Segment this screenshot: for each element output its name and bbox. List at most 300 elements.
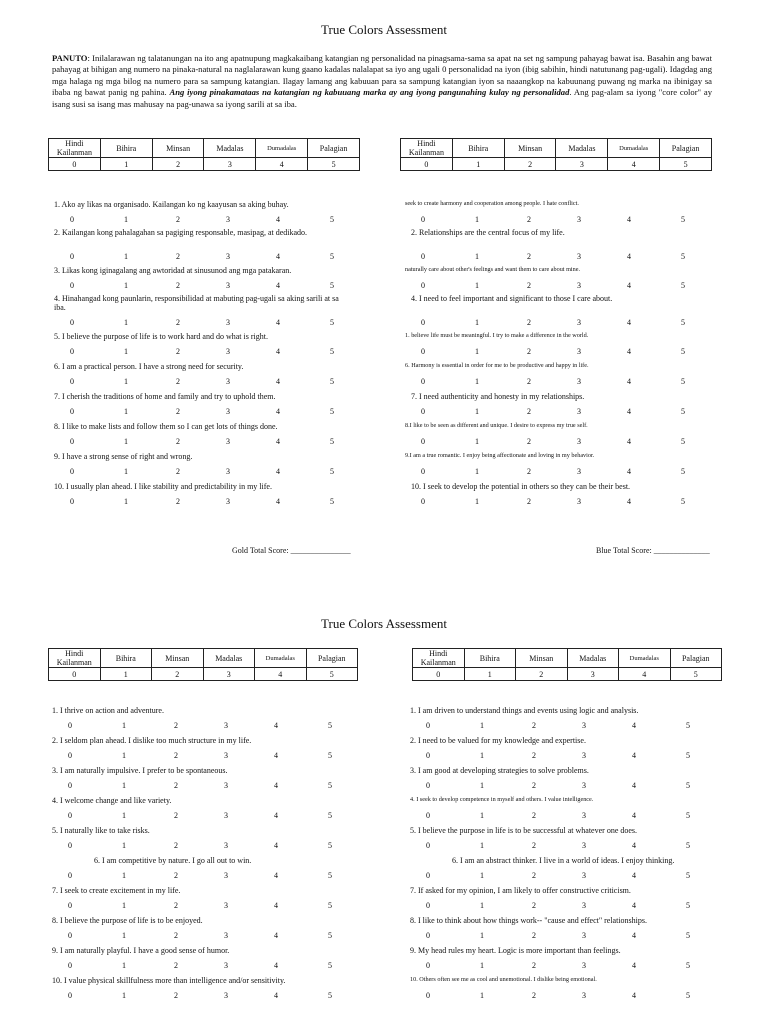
rating-option[interactable]: 1 (124, 497, 128, 506)
statement-text: 10. I seek to develop the potential in others so they can be their best. (411, 482, 631, 491)
rating-option[interactable]: 2 (532, 781, 536, 790)
rating-option[interactable]: 2 (532, 931, 536, 940)
statement-text: 6. I am competitive by nature. I go all out to win. (94, 856, 252, 865)
rating-option[interactable]: 5 (330, 318, 334, 327)
rating-option[interactable]: 1 (122, 841, 126, 850)
statement-row (54, 482, 354, 512)
rating-option[interactable]: 0 (426, 901, 430, 910)
statement-row (52, 976, 352, 1006)
rating-option[interactable]: 5 (330, 407, 334, 416)
rating-option[interactable]: 5 (686, 871, 690, 880)
statement-row (54, 362, 354, 392)
rating-option[interactable]: 0 (421, 437, 425, 446)
rating-option[interactable]: 5 (686, 961, 690, 970)
page-title: True Colors Assessment (321, 22, 447, 37)
rating-option[interactable]: 0 (426, 991, 430, 1000)
scale-value: 3 (203, 668, 255, 681)
rating-option[interactable]: 2 (174, 811, 178, 820)
rating-option[interactable]: 1 (122, 811, 126, 820)
rating-scale-blue (400, 138, 712, 171)
rating-option[interactable]: 4 (632, 871, 636, 880)
scale-header: Bihira (452, 139, 504, 158)
rating-option[interactable]: 5 (681, 437, 685, 446)
rating-option[interactable]: 2 (532, 871, 536, 880)
rating-option[interactable]: 2 (527, 377, 531, 386)
rating-option[interactable]: 1 (124, 281, 128, 290)
rating-option[interactable]: 3 (582, 721, 586, 730)
rating-option[interactable]: 0 (70, 252, 74, 261)
rating-option[interactable]: 4 (632, 991, 636, 1000)
statement-row (405, 362, 705, 392)
rating-option[interactable]: 3 (582, 781, 586, 790)
rating-option[interactable]: 0 (68, 721, 72, 730)
rating-option[interactable]: 2 (527, 437, 531, 446)
rating-option[interactable]: 1 (122, 931, 126, 940)
rating-option[interactable]: 4 (274, 811, 278, 820)
rating-option[interactable]: 2 (174, 991, 178, 1000)
rating-option[interactable]: 5 (328, 841, 332, 850)
rating-option[interactable]: 3 (226, 377, 230, 386)
rating-option[interactable]: 1 (480, 871, 484, 880)
rating-option[interactable]: 4 (276, 318, 280, 327)
rating-option[interactable]: 2 (174, 961, 178, 970)
statement-text: 7. If asked for my opinion, I am likely to offer constructive criticism. (410, 886, 631, 895)
rating-option[interactable]: 1 (124, 437, 128, 446)
rating-option[interactable]: 4 (276, 281, 280, 290)
rating-option[interactable]: 3 (226, 437, 230, 446)
rating-option[interactable]: 3 (582, 841, 586, 850)
rating-option[interactable]: 4 (632, 721, 636, 730)
rating-option[interactable]: 1 (124, 215, 128, 224)
scale-value: 1 (464, 668, 516, 681)
rating-option[interactable]: 3 (582, 961, 586, 970)
statement-row (410, 736, 710, 766)
rating-option[interactable]: 2 (527, 318, 531, 327)
rating-option[interactable]: 5 (681, 497, 685, 506)
rating-option[interactable]: 5 (328, 751, 332, 760)
statement-text: 3. I am naturally impulsive. I prefer to be spontaneous. (52, 766, 228, 775)
rating-option[interactable]: 4 (274, 961, 278, 970)
rating-option[interactable]: 3 (577, 347, 581, 356)
rating-option[interactable]: 2 (532, 751, 536, 760)
statement-text: 2. I seldom plan ahead. I dislike too much structure in my life. (52, 736, 252, 745)
rating-option[interactable]: 1 (475, 252, 479, 261)
scale-value: 5 (306, 668, 358, 681)
rating-option[interactable]: 3 (226, 281, 230, 290)
rating-option[interactable]: 1 (475, 497, 479, 506)
rating-option[interactable]: 4 (276, 377, 280, 386)
rating-scale-gold (48, 138, 360, 171)
rating-option[interactable]: 3 (582, 751, 586, 760)
rating-option[interactable]: 0 (68, 931, 72, 940)
scale-header: Madalas (204, 139, 256, 158)
rating-option[interactable]: 5 (330, 377, 334, 386)
rating-option[interactable]: 1 (122, 721, 126, 730)
rating-option[interactable]: 1 (122, 781, 126, 790)
rating-option[interactable]: 0 (70, 318, 74, 327)
rating-option[interactable]: 1 (122, 871, 126, 880)
rating-option[interactable]: 5 (330, 467, 334, 476)
rating-option[interactable]: 0 (70, 407, 74, 416)
rating-option[interactable]: 0 (68, 991, 72, 1000)
rating-option[interactable]: 1 (475, 281, 479, 290)
rating-option[interactable]: 1 (480, 841, 484, 850)
rating-option[interactable]: 4 (632, 811, 636, 820)
rating-option[interactable]: 4 (632, 781, 636, 790)
rating-option[interactable]: 5 (330, 252, 334, 261)
rating-option[interactable]: 2 (176, 215, 180, 224)
rating-option[interactable]: 1 (480, 751, 484, 760)
rating-option[interactable]: 3 (577, 252, 581, 261)
rating-option[interactable]: 0 (421, 281, 425, 290)
orange-column (52, 706, 352, 1006)
rating-option[interactable]: 3 (224, 931, 228, 940)
rating-option[interactable]: 4 (276, 437, 280, 446)
rating-option[interactable]: 5 (686, 721, 690, 730)
rating-option[interactable]: 0 (68, 781, 72, 790)
rating-option[interactable]: 3 (582, 931, 586, 940)
rating-option[interactable]: 3 (582, 811, 586, 820)
scale-value: 0 (49, 158, 101, 171)
rating-option[interactable]: 3 (226, 318, 230, 327)
rating-option[interactable]: 0 (68, 811, 72, 820)
rating-option[interactable]: 0 (426, 811, 430, 820)
rating-option[interactable]: 1 (122, 991, 126, 1000)
rating-scale-green (412, 648, 722, 681)
rating-option[interactable]: 5 (686, 781, 690, 790)
statement-row (54, 392, 354, 422)
rating-option[interactable]: 4 (632, 751, 636, 760)
rating-option[interactable]: 5 (681, 318, 685, 327)
rating-option[interactable]: 1 (480, 901, 484, 910)
rating-option[interactable]: 4 (276, 497, 280, 506)
rating-option[interactable]: 0 (70, 467, 74, 476)
statement-text: 4. Hinahangad kong paunlarin, responsibilidad at mabuting pag-ugali sa aking sarili at sa iba. (54, 294, 339, 313)
statement-row (52, 706, 352, 736)
rating-option[interactable]: 1 (480, 781, 484, 790)
rating-option[interactable]: 5 (330, 497, 334, 506)
rating-option[interactable]: 5 (330, 281, 334, 290)
rating-option[interactable]: 4 (274, 991, 278, 1000)
rating-option[interactable]: 4 (274, 871, 278, 880)
rating-option[interactable]: 5 (686, 991, 690, 1000)
rating-option[interactable]: 1 (475, 407, 479, 416)
rating-option[interactable]: 3 (226, 347, 230, 356)
statement-row (410, 976, 710, 1006)
rating-option[interactable]: 5 (330, 347, 334, 356)
rating-option[interactable]: 3 (577, 497, 581, 506)
rating-option[interactable]: 0 (426, 721, 430, 730)
rating-option[interactable]: 2 (176, 377, 180, 386)
statement-row (405, 296, 705, 332)
statement-text: 4. I seek to develop competence in myself and others. I value intelligence. (410, 796, 594, 803)
rating-option[interactable]: 1 (475, 377, 479, 386)
rating-option[interactable]: 5 (681, 377, 685, 386)
rating-option[interactable]: 2 (527, 281, 531, 290)
rating-option[interactable]: 1 (122, 751, 126, 760)
rating-option[interactable]: 5 (681, 281, 685, 290)
rating-option[interactable]: 3 (577, 215, 581, 224)
rating-option[interactable]: 2 (527, 215, 531, 224)
rating-option[interactable]: 0 (70, 281, 74, 290)
rating-option[interactable]: 1 (122, 961, 126, 970)
rating-option[interactable]: 0 (421, 407, 425, 416)
rating-option[interactable]: 4 (276, 467, 280, 476)
rating-option[interactable]: 5 (681, 347, 685, 356)
rating-option[interactable]: 4 (627, 281, 631, 290)
rating-option[interactable]: 5 (328, 811, 332, 820)
rating-option[interactable]: 0 (421, 347, 425, 356)
rating-option[interactable]: 0 (421, 252, 425, 261)
rating-option[interactable]: 3 (224, 961, 228, 970)
rating-option[interactable]: 4 (627, 467, 631, 476)
rating-option[interactable]: 2 (527, 252, 531, 261)
rating-option[interactable]: 2 (532, 721, 536, 730)
rating-option[interactable]: 3 (224, 751, 228, 760)
rating-option[interactable]: 4 (276, 407, 280, 416)
blue-column (405, 200, 705, 512)
rating-option[interactable]: 4 (274, 931, 278, 940)
rating-option[interactable]: 0 (426, 781, 430, 790)
rating-option[interactable]: 1 (124, 407, 128, 416)
rating-option[interactable]: 3 (226, 215, 230, 224)
rating-option[interactable]: 1 (124, 318, 128, 327)
rating-option[interactable]: 3 (224, 901, 228, 910)
rating-option[interactable]: 1 (475, 215, 479, 224)
page-title-2: True Colors Assessment (321, 616, 447, 631)
rating-option[interactable]: 0 (68, 901, 72, 910)
statement-row (405, 200, 705, 230)
gold-total-score: Gold Total Score: _______________ (232, 546, 351, 555)
rating-option[interactable]: 3 (577, 407, 581, 416)
rating-option[interactable]: 2 (527, 497, 531, 506)
rating-option[interactable]: 0 (426, 841, 430, 850)
rating-option[interactable]: 5 (328, 871, 332, 880)
statement-text: 1. believe life must be meaningful. I try to make a difference in the world. (405, 332, 589, 339)
rating-option[interactable]: 5 (681, 252, 685, 261)
statement-row (54, 452, 354, 482)
scale-header: Minsan (504, 139, 556, 158)
rating-option[interactable]: 1 (475, 437, 479, 446)
scale-header: Hindi Kailanman (401, 139, 453, 158)
rating-option[interactable]: 3 (226, 252, 230, 261)
rating-option[interactable]: 0 (68, 961, 72, 970)
statement-text: 8. I like to make lists and follow them so I can get lots of things done. (54, 422, 278, 431)
rating-option[interactable]: 3 (226, 407, 230, 416)
rating-option[interactable]: 1 (475, 467, 479, 476)
rating-option[interactable]: 2 (532, 961, 536, 970)
rating-option[interactable]: 4 (627, 377, 631, 386)
rating-option[interactable]: 0 (421, 377, 425, 386)
statement-row (52, 796, 352, 826)
rating-option[interactable]: 1 (124, 377, 128, 386)
rating-option[interactable]: 5 (681, 215, 685, 224)
rating-option[interactable]: 0 (68, 841, 72, 850)
rating-option[interactable]: 1 (122, 901, 126, 910)
rating-option[interactable]: 4 (274, 721, 278, 730)
rating-option[interactable]: 2 (176, 497, 180, 506)
rating-option[interactable]: 2 (176, 437, 180, 446)
scale-value: 3 (556, 158, 608, 171)
rating-option[interactable]: 4 (632, 931, 636, 940)
rating-option[interactable]: 2 (527, 467, 531, 476)
rating-option[interactable]: 4 (627, 407, 631, 416)
instructions-tail: . Ang pag-alam sa iyong "core color" ay isang susi sa isang mas mahusay na pag-unawa sa iyong sarili at sa iba. (52, 87, 713, 109)
rating-option[interactable]: 3 (224, 721, 228, 730)
rating-option[interactable]: 4 (276, 347, 280, 356)
rating-option[interactable]: 3 (224, 991, 228, 1000)
rating-option[interactable]: 2 (532, 901, 536, 910)
rating-option[interactable]: 1 (480, 811, 484, 820)
rating-option[interactable]: 4 (276, 252, 280, 261)
statement-text: 6. I am an abstract thinker. I live in a world of ideas. I enjoy thinking. (452, 856, 675, 865)
scale-value: 3 (204, 158, 256, 171)
rating-option[interactable]: 2 (176, 281, 180, 290)
rating-option[interactable]: 0 (421, 497, 425, 506)
rating-option[interactable]: 0 (426, 871, 430, 880)
rating-option[interactable]: 5 (330, 437, 334, 446)
rating-option[interactable]: 2 (532, 991, 536, 1000)
rating-option[interactable]: 4 (632, 841, 636, 850)
scale-header: Hindi Kailanman (413, 649, 465, 668)
rating-option[interactable]: 4 (274, 901, 278, 910)
rating-option[interactable]: 5 (681, 407, 685, 416)
green-column (410, 706, 710, 1006)
rating-option[interactable]: 2 (176, 467, 180, 476)
rating-option[interactable]: 2 (532, 811, 536, 820)
rating-option[interactable]: 4 (274, 841, 278, 850)
rating-option[interactable]: 1 (480, 991, 484, 1000)
rating-option[interactable]: 1 (124, 467, 128, 476)
rating-option[interactable]: 4 (627, 318, 631, 327)
rating-option[interactable]: 2 (174, 751, 178, 760)
rating-option[interactable]: 1 (124, 347, 128, 356)
statement-row (52, 886, 352, 916)
rating-option[interactable]: 0 (70, 377, 74, 386)
statement-text: 6. Harmony is essential in order for me to be productive and happy in life. (405, 362, 589, 369)
rating-option[interactable]: 0 (68, 871, 72, 880)
rating-option[interactable]: 3 (226, 497, 230, 506)
rating-option[interactable]: 5 (330, 215, 334, 224)
rating-option[interactable]: 3 (577, 467, 581, 476)
rating-option[interactable]: 4 (274, 751, 278, 760)
statement-text: 2. Kailangan kong pahalagahan sa pagiging responsable, masipag, at dedikado. (54, 228, 308, 237)
rating-option[interactable]: 0 (70, 215, 74, 224)
rating-option[interactable]: 0 (421, 215, 425, 224)
scale-header: Bihira (464, 649, 516, 668)
rating-option[interactable]: 2 (532, 841, 536, 850)
scale-value: 2 (152, 668, 204, 681)
rating-option[interactable]: 3 (224, 871, 228, 880)
rating-option[interactable]: 5 (681, 467, 685, 476)
rating-option[interactable]: 2 (174, 781, 178, 790)
rating-option[interactable]: 1 (480, 721, 484, 730)
scale-header: Dumadalas (608, 139, 660, 158)
rating-option[interactable]: 0 (421, 467, 425, 476)
rating-option[interactable]: 0 (426, 751, 430, 760)
rating-option[interactable]: 5 (686, 901, 690, 910)
statement-text: 2. I need to be valued for my knowledge and expertise. (410, 736, 586, 745)
rating-option[interactable]: 0 (70, 437, 74, 446)
rating-option[interactable]: 1 (124, 252, 128, 261)
rating-option[interactable]: 4 (276, 215, 280, 224)
rating-option[interactable]: 0 (70, 347, 74, 356)
rating-option[interactable]: 0 (426, 961, 430, 970)
rating-option[interactable]: 3 (577, 437, 581, 446)
rating-option[interactable]: 0 (70, 497, 74, 506)
rating-option[interactable]: 2 (527, 407, 531, 416)
rating-option[interactable]: 2 (174, 931, 178, 940)
rating-option[interactable]: 2 (176, 318, 180, 327)
rating-option[interactable]: 2 (174, 721, 178, 730)
rating-option[interactable]: 4 (274, 781, 278, 790)
rating-option[interactable]: 3 (577, 318, 581, 327)
rating-option[interactable]: 2 (176, 407, 180, 416)
rating-option[interactable]: 4 (627, 252, 631, 261)
scale-value: 2 (152, 158, 204, 171)
rating-option[interactable]: 2 (527, 347, 531, 356)
rating-option[interactable]: 3 (582, 871, 586, 880)
rating-option[interactable]: 4 (627, 215, 631, 224)
rating-option[interactable]: 0 (426, 931, 430, 940)
rating-option[interactable]: 2 (174, 841, 178, 850)
rating-option[interactable]: 5 (686, 931, 690, 940)
rating-option[interactable]: 3 (582, 901, 586, 910)
rating-option[interactable]: 0 (421, 318, 425, 327)
rating-option[interactable]: 5 (328, 931, 332, 940)
rating-option[interactable]: 3 (224, 781, 228, 790)
statement-text: 10. I value physical skillfulness more than intelligence and/or sensitivity. (52, 976, 286, 985)
statement-text: 3. I am good at developing strategies to solve problems. (410, 766, 589, 775)
instructions-label: PANUTO (52, 53, 88, 63)
scale-value: 0 (413, 668, 465, 681)
scale-value: 5 (660, 158, 712, 171)
rating-option[interactable]: 5 (328, 781, 332, 790)
rating-option[interactable]: 3 (582, 991, 586, 1000)
rating-option[interactable]: 3 (224, 811, 228, 820)
rating-option[interactable]: 3 (224, 841, 228, 850)
rating-option[interactable]: 4 (627, 497, 631, 506)
statement-text: 9. I have a strong sense of right and wrong. (54, 452, 193, 461)
rating-option[interactable]: 2 (174, 901, 178, 910)
scale-header: Dumadalas (619, 649, 671, 668)
rating-option[interactable]: 2 (174, 871, 178, 880)
rating-option[interactable]: 1 (480, 931, 484, 940)
rating-option[interactable]: 5 (686, 841, 690, 850)
rating-option[interactable]: 5 (328, 901, 332, 910)
rating-option[interactable]: 5 (686, 751, 690, 760)
rating-option[interactable]: 5 (686, 811, 690, 820)
rating-option[interactable]: 2 (176, 252, 180, 261)
rating-option[interactable]: 3 (577, 281, 581, 290)
rating-option[interactable]: 0 (68, 751, 72, 760)
rating-option[interactable]: 4 (632, 961, 636, 970)
statement-row (52, 766, 352, 796)
rating-option[interactable]: 1 (480, 961, 484, 970)
rating-option[interactable]: 3 (577, 377, 581, 386)
rating-option[interactable]: 5 (328, 721, 332, 730)
rating-option[interactable]: 4 (632, 901, 636, 910)
rating-option[interactable]: 1 (475, 318, 479, 327)
rating-option[interactable]: 5 (328, 991, 332, 1000)
rating-option[interactable]: 5 (328, 961, 332, 970)
scale-header: Madalas (556, 139, 608, 158)
rating-option[interactable]: 2 (176, 347, 180, 356)
rating-option[interactable]: 4 (627, 437, 631, 446)
rating-option[interactable]: 4 (627, 347, 631, 356)
rating-option[interactable]: 1 (475, 347, 479, 356)
rating-option[interactable]: 3 (226, 467, 230, 476)
